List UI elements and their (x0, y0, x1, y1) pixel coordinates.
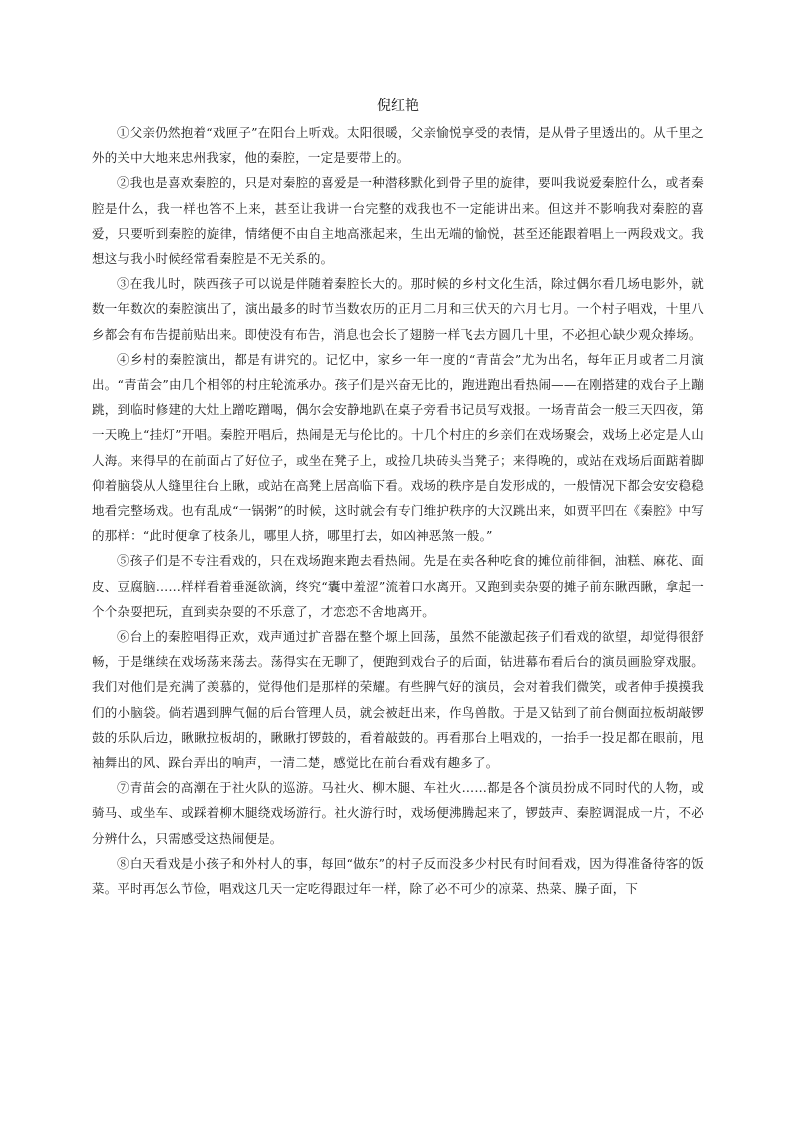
article (92, 96, 704, 901)
paragraph-1: ①父亲仍然抱着“戏匣子”在阳台上听戏。太阳很暖，父亲愉悦享受的表情，是从骨子里透出的。从千里之外的关中大地来忠州我家，他的秦腔，一定是要带上的。 (92, 125, 704, 166)
paragraph-3: ③在我儿时，陕西孩子可以说是伴随着秦腔长大的。那时候的乡村文化生活，除过偶尔看几场电影外，就数一年数次的秦腔演出了，演出最多的时节当数农历的正月二月和三伏天的六月七月。一个村子唱戏，十里八乡都会有布告提前贴出来。即使没有布告，消息也会长了翅膀一样飞去方圆几十里，不必担心缺少观众捧场。 (92, 276, 704, 342)
author-name: 倪红艳 (377, 98, 419, 114)
paragraph-4: ④乡村的秦腔演出，都是有讲究的。记忆中，家乡一年一度的“青苗会”尤为出名，每年正月或者二月演出。“青苗会”由几个相邻的村庄轮流承办。孩子们是兴奋无比的，跑进跑出看热闹——在刚搭建的戏台子上蹦跳，到临时修建的大灶上蹭吃蹭喝，偶尔会安静地趴在桌子旁看书记员写戏报。一场青苗会一般三天四夜，第一天晚上“挂灯”开唱。秦腔开唱后，热闹是无与伦比的。十几个村庄的乡亲们在戏场聚会，戏场上必定是人山人海。来得早的在前面占了好位子，或坐在凳子上，或捡几块砖头当凳子；来得晚的，或站在戏场后面踮着脚仰着脑袋从人缝里往台上瞅，或站在高凳上居高临下看。戏场的秩序是自发形成的，一般情况下都会安安稳稳地看完整场戏。也有乱成“一锅粥”的时候，这时就会有专门维护秩序的大汉跳出来，如贾平凹在《秦腔》中写的那样：“此时便拿了枝条儿，哪里人挤，哪里打去，如凶神恶煞一般。” (92, 351, 704, 544)
paragraph-2: ②我也是喜欢秦腔的，只是对秦腔的喜爱是一种潜移默化到骨子里的旋律，要叫我说爱秦腔什么，或者秦腔是什么，我一样也答不上来，甚至让我讲一台完整的戏我也不一定能讲出来。但这并不影响我对秦腔的喜爱，只要听到秦腔的旋律，情绪便不由自主地高涨起来，生出无端的愉悦，甚至还能跟着唱上一两段戏文。我想这与我小时候经常看秦腔是不无关系的。 (92, 175, 704, 267)
paragraph-6: ⑥台上的秦腔唱得正欢，戏声通过扩音器在整个塬上回荡，虽然不能激起孩子们看戏的欲望，却觉得很舒畅，于是继续在戏场荡来荡去。荡得实在无聊了，便跑到戏台子的后面，钻进幕布看后台的演员画脸穿戏服。我们对他们是充满了羡慕的，觉得他们是那样的荣耀。有些脾气好的演员，会对着我们微笑，或者伸手摸摸我们的小脑袋。倘若遇到脾气倔的后台管理人员，就会被赶出来，作鸟兽散。于是又钻到了前台侧面拉板胡敲锣鼓的乐队后边，瞅瞅拉板胡的，瞅瞅打锣鼓的，看着敲鼓的。再看那台上唱戏的，一抬手一投足都在眼前，甩袖舞出的风、跺台弄出的响声，一清二楚，感觉比在前台看戏有趣多了。 (92, 629, 704, 771)
paragraph-7: ⑦青苗会的高潮在于社火队的巡游。马社火、柳木腿、车社火……都是各个演员扮成不同时代的人物，或骑马、或坐车、或踩着柳木腿绕戏场游行。社火游行时，戏场便沸腾起来了，锣鼓声、秦腔调混成一片，不必分辨什么，只需感受这热闹便是。 (92, 780, 704, 846)
paragraph-8: ⑧白天看戏是小孩子和外村人的事，每回“做东”的村子反而没多少村民有时间看戏，因为得准备待客的饭菜。平时再怎么节俭，唱戏这几天一定吃得跟过年一样，除了必不可少的凉菜、热菜、臊子面，下 (92, 855, 704, 897)
paragraph-5: ⑤孩子们是不专注看戏的，只在戏场跑来跑去看热闹。先是在卖各种吃食的摊位前徘徊，油糕、麻花、面皮、豆腐脑……样样看着垂涎欲滴，终究“囊中羞涩”流着口水离开。又跑到卖杂耍的摊子前东瞅西瞅，拿起一个个杂耍把玩，直到卖杂耍的不乐意了，才恋恋不舍地离开。 (92, 553, 704, 619)
